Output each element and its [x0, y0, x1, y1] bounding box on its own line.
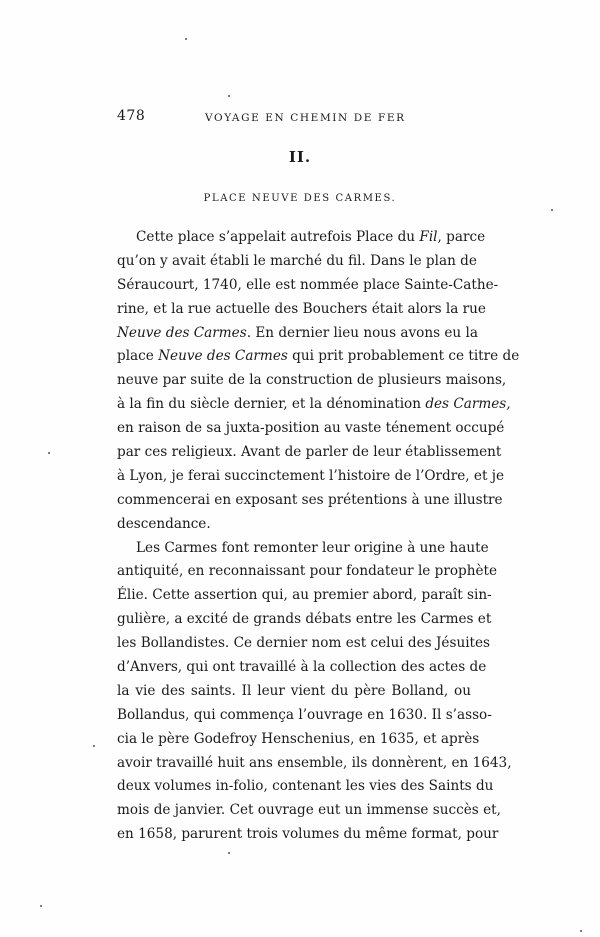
- text-line: [117, 608, 492, 632]
- text-run: gulière, a excité de grands débats entre les Carmes et: [117, 611, 492, 628]
- text-run: à Lyon, je ferai succinctement l’histoire de l’Ordre, et je: [117, 467, 505, 484]
- text-line: [117, 704, 492, 728]
- text-line: [117, 728, 480, 752]
- body-text: [117, 226, 520, 847]
- scan-speck: [93, 745, 95, 747]
- text-line: [117, 298, 486, 322]
- text-line: [117, 560, 498, 584]
- italic-text: Neuve des Carmes: [158, 348, 288, 365]
- text-run: place: [117, 348, 159, 365]
- text-line: [117, 632, 491, 656]
- section-title: PLACE NEUVE DES CARMES.: [203, 193, 397, 204]
- text-line: [117, 680, 471, 704]
- text-line: [117, 369, 507, 393]
- text-run: qu’on y avait établi le marché du fil. Dans le plan de: [117, 252, 477, 269]
- italic-text: Fil: [419, 229, 438, 245]
- text-line: [117, 752, 512, 776]
- text-run: en raison de sa juxta-position au vaste ténement occupé: [117, 420, 505, 437]
- text-line: [117, 250, 477, 274]
- text-run: rine, et la rue actuelle des Bouchers était alors la rue: [117, 300, 486, 317]
- text-run: deux volumes in-folio, contenant les vies des Saints du: [117, 778, 494, 795]
- text-line: [117, 584, 492, 608]
- text-run: Élie. Cette assertion qui, au premier abord, paraît sin-: [117, 587, 492, 604]
- text-line: [117, 345, 520, 369]
- text-run: commencerai en exposant ses prétentions à une illustre: [117, 491, 503, 508]
- text-line: [117, 799, 501, 823]
- text-run: descendance.: [117, 515, 211, 532]
- text-line: [117, 274, 499, 298]
- italic-text: des Carmes,: [425, 396, 511, 413]
- text-run: mois de janvier. Cet ouvrage eut un immense succès et,: [117, 802, 501, 819]
- text-line: [117, 226, 486, 250]
- text-run: les Bollandistes. Ce dernier nom est celui des Jésuites: [117, 635, 491, 652]
- text-line: [117, 441, 502, 465]
- text-run: Cette place s’appelait autrefois Place du: [136, 229, 420, 245]
- text-run: neuve par suite de la construction de plusieurs maisons,: [117, 372, 507, 389]
- scan-speck: [48, 452, 50, 454]
- page-number: 478: [117, 108, 146, 124]
- text-line: [117, 322, 478, 346]
- text-run: . En dernier lieu nous avons eu la: [246, 324, 478, 341]
- text-run: par ces religieux. Avant de parler de leur établissement: [117, 444, 502, 461]
- scan-speck: [228, 852, 230, 854]
- scan-speck: [551, 209, 553, 211]
- italic-text: Neuve des Carmes: [117, 324, 247, 341]
- text-run: cia le père Godefroy Henschenius, en 1635, et après: [117, 730, 480, 747]
- text-line: [117, 393, 511, 417]
- scan-speck: [40, 905, 42, 907]
- scan-speck: [580, 930, 582, 932]
- section-numeral: II.: [288, 148, 312, 166]
- text-run: Les Carmes font remonter leur origine à une haute: [136, 539, 489, 556]
- text-line: [117, 537, 489, 561]
- text-run: en 1658, parurent trois volumes du même format, pour: [117, 826, 499, 843]
- running-head: VOYAGE EN CHEMIN DE FER: [205, 112, 406, 124]
- text-run: Séraucourt, 1740, elle est nommée place Sainte-Cathe-: [117, 276, 499, 293]
- scan-speck: [185, 38, 187, 40]
- text-run: , parce: [437, 229, 486, 245]
- text-line: [117, 775, 494, 799]
- text-run: avoir travaillé huit ans ensemble, ils donnèrent, en 1643,: [117, 754, 512, 771]
- text-run: antiquité, en reconnaissant pour fondateur le prophète: [117, 563, 498, 580]
- text-run: la vie des saints. Il leur vient du père Bolland, ou: [117, 682, 471, 699]
- text-run: Bollandus, qui commença l’ouvrage en 1630. Il s’asso-: [117, 706, 492, 723]
- text-run: qui prit probablement ce titre de: [287, 348, 520, 365]
- text-run: d’Anvers, qui ont travaillé à la collection des actes de: [117, 659, 487, 676]
- text-line: [117, 489, 503, 513]
- text-line: [117, 823, 499, 847]
- text-line: [117, 513, 471, 537]
- text-line: [117, 465, 505, 489]
- text-line: [117, 656, 487, 680]
- text-run: à la fin du siècle dernier, et la dénomination: [117, 396, 426, 413]
- text-line: [117, 417, 505, 441]
- scan-speck: [228, 95, 230, 97]
